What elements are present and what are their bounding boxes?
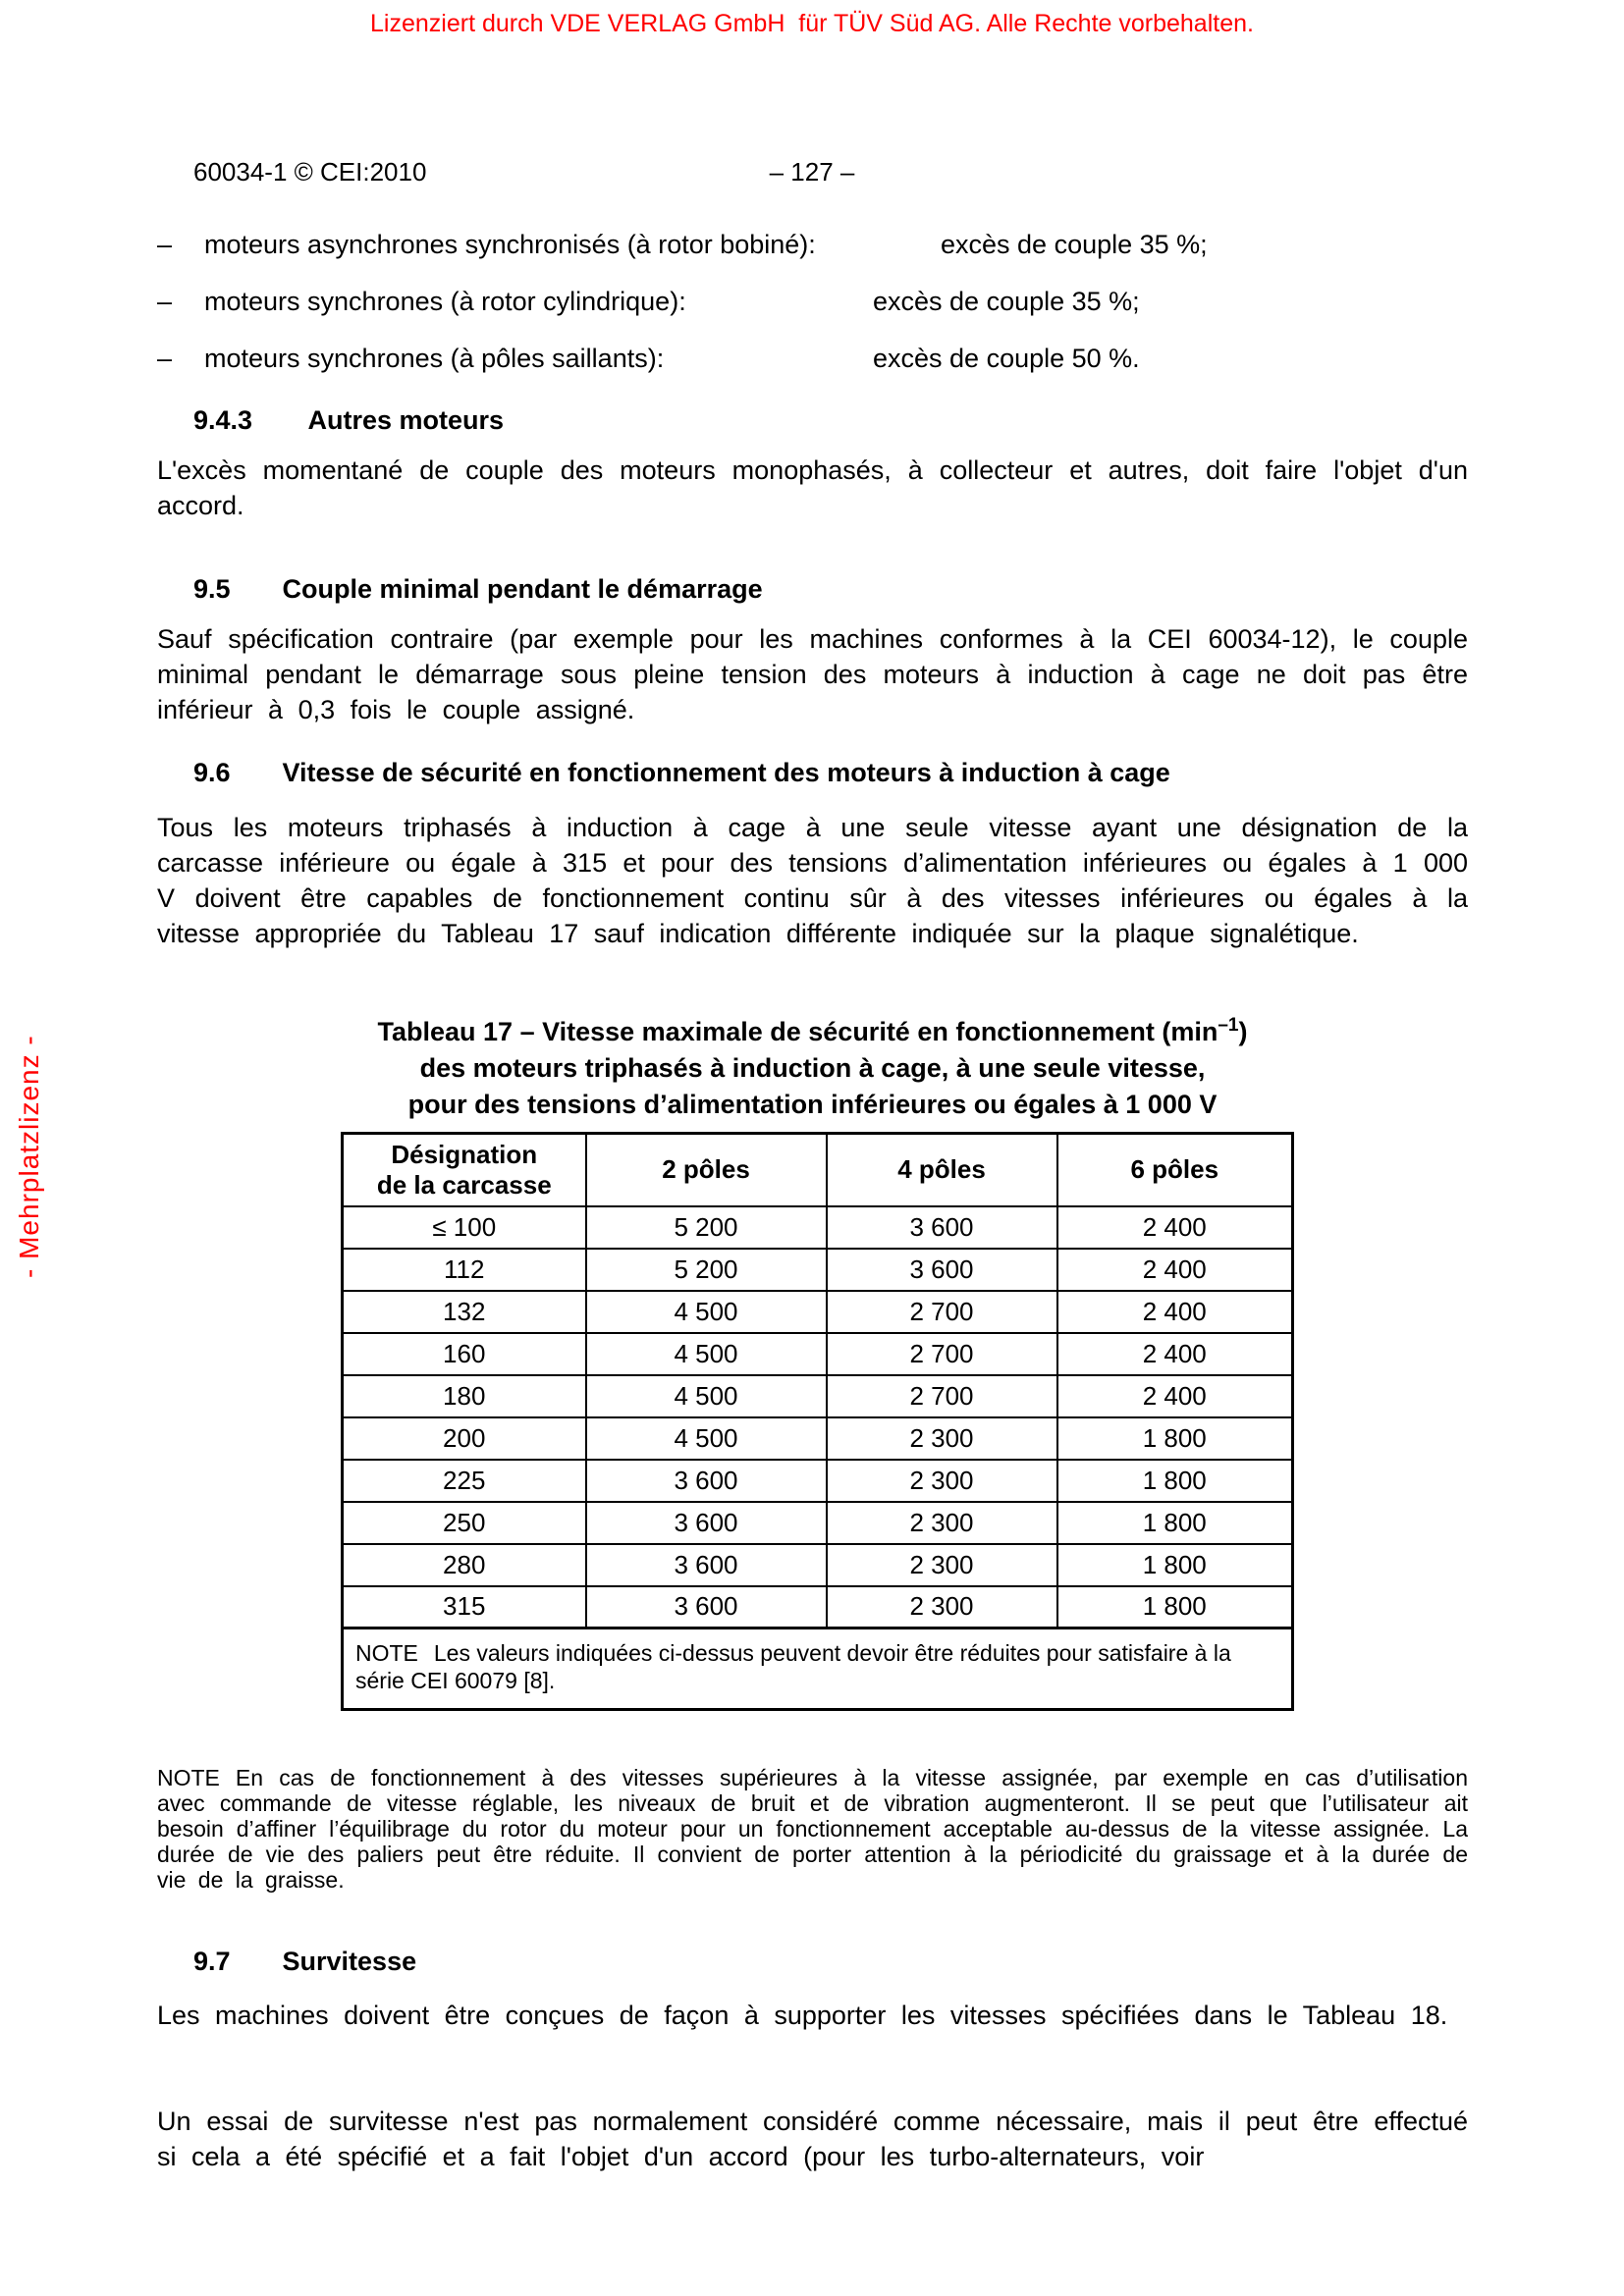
list-item <box>0 230 1624 269</box>
section-heading-9-4-3 <box>193 405 504 436</box>
list-item <box>0 287 1624 326</box>
table-row <box>343 1375 1293 1417</box>
table-cell: 2 700 <box>827 1291 1057 1333</box>
table-cell: 4 500 <box>586 1291 827 1333</box>
list-value: excès de couple 35 %; <box>941 230 1208 259</box>
table-cell: 3 600 <box>586 1460 827 1502</box>
table-row <box>343 1460 1293 1502</box>
table-cell: 2 400 <box>1057 1206 1293 1249</box>
table-row <box>343 1502 1293 1544</box>
table-cell: 2 400 <box>1057 1249 1293 1291</box>
list-label: moteurs synchrones (à rotor cylindrique): <box>204 287 686 316</box>
table-cell: 2 700 <box>827 1333 1057 1375</box>
section-title: Couple minimal pendant le démarrage <box>282 574 763 604</box>
section-heading-9-7 <box>193 1947 416 1977</box>
table-row <box>343 1333 1293 1375</box>
table-cell: 2 400 <box>1057 1291 1293 1333</box>
table-cell: 225 <box>343 1460 586 1502</box>
table-row <box>343 1249 1293 1291</box>
table-cell: 250 <box>343 1502 586 1544</box>
table-cell: 2 400 <box>1057 1375 1293 1417</box>
table-cell: ≤ 100 <box>343 1206 586 1249</box>
table-cell: 280 <box>343 1544 586 1586</box>
list-value: excès de couple 50 %. <box>873 344 1140 373</box>
table-cell: 4 500 <box>586 1333 827 1375</box>
table-cell: 3 600 <box>586 1502 827 1544</box>
table-cell: 3 600 <box>586 1544 827 1586</box>
section-title: Survitesse <box>282 1947 417 1976</box>
table-cell: 2 300 <box>827 1502 1057 1544</box>
table-cell: 160 <box>343 1333 586 1375</box>
table-cell: 2 300 <box>827 1460 1057 1502</box>
column-header-line: de la carcasse <box>376 1169 552 1200</box>
list-dash: – <box>157 344 173 373</box>
table-row <box>343 1417 1293 1460</box>
section-heading-9-6 <box>193 758 1170 788</box>
header-row <box>343 1134 1293 1206</box>
table-cell: 3 600 <box>586 1586 827 1629</box>
section-heading-9-5 <box>193 574 763 605</box>
table-cell: 4 500 <box>586 1417 827 1460</box>
table-row <box>343 1586 1293 1629</box>
page-number: – 127 – <box>769 157 855 187</box>
table17-body <box>343 1206 1293 1629</box>
paragraph: Tous les moteurs triphasés à induction à cage à une seule vitesse ayant une désignation de la carcasse inférieure ou égale à 315 et pour des tensions d’alimentation inférieures ou égales à 1 000 V doivent être capables de fonctionnement continu sûr à des vitesses inférieures ou égales à la vitesse appropriée du Tableau 17 sauf indication différente indiquée sur la plaque signalétique. <box>157 813 1468 948</box>
list-value: excès de couple 35 %; <box>873 287 1140 316</box>
table17-header <box>343 1134 1293 1206</box>
list-label: moteurs asynchrones synchronisés (à rotor bobiné): <box>204 230 816 259</box>
column-header-line: Désignation <box>391 1139 538 1169</box>
section-number: 9.4.3 <box>193 405 253 435</box>
table-cell: 1 800 <box>1057 1417 1293 1460</box>
table-cell: 200 <box>343 1417 586 1460</box>
title-text: ) <box>1238 1017 1248 1046</box>
table-cell: 1 800 <box>1057 1544 1293 1586</box>
table-cell: 1 800 <box>1057 1502 1293 1544</box>
section-title: Vitesse de sécurité en fonctionnement des moteurs à induction à cage <box>282 758 1170 787</box>
table-cell: 2 300 <box>827 1417 1057 1460</box>
table-cell: 112 <box>343 1249 586 1291</box>
paragraph: Sauf spécification contraire (par exemple pour les machines conformes à la CEI 60034-12), le couple minimal pendant le démarrage sous pleine tension des moteurs à induction à cage ne doit pas être inférieur à 0,3 fois le couple assigné. <box>157 624 1468 724</box>
table17-title-line3: pour des tensions d’alimentation inférieures ou égales à 1 000 V <box>407 1090 1218 1119</box>
list-dash: – <box>157 230 173 259</box>
table17-title <box>157 1007 1468 1123</box>
table-cell: 2 300 <box>827 1586 1057 1629</box>
section-title: Autres moteurs <box>307 405 505 435</box>
paragraph: Un essai de survitesse n'est pas normalement considéré comme nécessaire, mais il peut être effectué si cela a été spécifié et a fait l'objet d'un accord (pour les turbo-alternateurs, voir <box>157 2107 1468 2171</box>
table-cell: 3 600 <box>827 1206 1057 1249</box>
column-header-frame <box>343 1134 586 1206</box>
list-dash: – <box>157 287 173 316</box>
table-cell: 2 700 <box>827 1375 1057 1417</box>
page-header <box>0 157 1624 190</box>
section-number: 9.5 <box>193 574 231 604</box>
table17-title-line1 <box>157 1007 1468 1050</box>
list-item <box>0 344 1624 383</box>
table-cell: 180 <box>343 1375 586 1417</box>
table-row <box>343 1544 1293 1586</box>
license-banner: Lizenziert durch VDE VERLAG GmbH für TÜV Süd AG. Alle Rechte vorbehalten. <box>370 10 1254 37</box>
column-header-2-poles: 2 pôles <box>586 1134 827 1206</box>
table17-title-line2: des moteurs triphasés à induction à cage, à une seule vitesse, <box>419 1053 1206 1083</box>
note-text: En cas de fonctionnement à des vitesses supérieures à la vitesse assignée, par exemple en cas d’utilisation avec commande de vitesse réglable, les niveaux de bruit et de vibration augmenteront. Il se peut que l’utilisateur ait besoin d’affiner l’équilibrage du rotor du moteur pour un fonctionnement acceptable au-dessus de la vitesse assignée. La durée de vie des paliers peut être réduite. Il convient de porter attention à la périodicité du graissage et à la durée de vie de la graisse. <box>157 1765 1468 1893</box>
title-text: Tableau 17 – Vitesse maximale de sécurité en fonctionnement (min <box>377 1017 1218 1046</box>
table-cell: 1 800 <box>1057 1586 1293 1629</box>
table-cell: 1 800 <box>1057 1460 1293 1502</box>
table17-footer <box>343 1629 1293 1710</box>
table-cell: 132 <box>343 1291 586 1333</box>
table-cell: 315 <box>343 1586 586 1629</box>
table-row <box>343 1291 1293 1333</box>
paragraph: Les machines doivent être conçues de façon à supporter les vitesses spécifiées dans le Tableau 18. <box>157 2001 1448 2030</box>
watermark-vertical: - Mehrplatzlizenz - <box>14 1035 44 1278</box>
paragraph: L'excès momentané de couple des moteurs monophasés, à collecteur et autres, doit faire l'objet d'un accord. <box>157 455 1468 520</box>
section-number: 9.6 <box>193 758 231 787</box>
table-cell: 3 600 <box>827 1249 1057 1291</box>
table-cell: 4 500 <box>586 1375 827 1417</box>
note-paragraph <box>157 1765 1468 1893</box>
note-label: NOTE <box>355 1640 418 1666</box>
title-superscript: –1 <box>1218 1015 1239 1036</box>
table-row <box>343 1206 1293 1249</box>
table-cell: 2 300 <box>827 1544 1057 1586</box>
note-text: Les valeurs indiquées ci-dessus peuvent devoir être réduites pour satisfaire à la série CEI 60079 [8]. <box>355 1640 1231 1693</box>
note-label: NOTE <box>157 1765 220 1790</box>
table-cell: 5 200 <box>586 1249 827 1291</box>
table17 <box>341 1132 1294 1711</box>
table-cell: 5 200 <box>586 1206 827 1249</box>
table-cell: 2 400 <box>1057 1333 1293 1375</box>
table-note-row <box>343 1629 1293 1710</box>
table-note <box>343 1629 1293 1710</box>
column-header-4-poles: 4 pôles <box>827 1134 1057 1206</box>
list-label: moteurs synchrones (à pôles saillants): <box>204 344 665 373</box>
column-header-6-poles: 6 pôles <box>1057 1134 1293 1206</box>
document-reference: 60034-1 © CEI:2010 <box>193 157 427 187</box>
section-number: 9.7 <box>193 1947 231 1976</box>
